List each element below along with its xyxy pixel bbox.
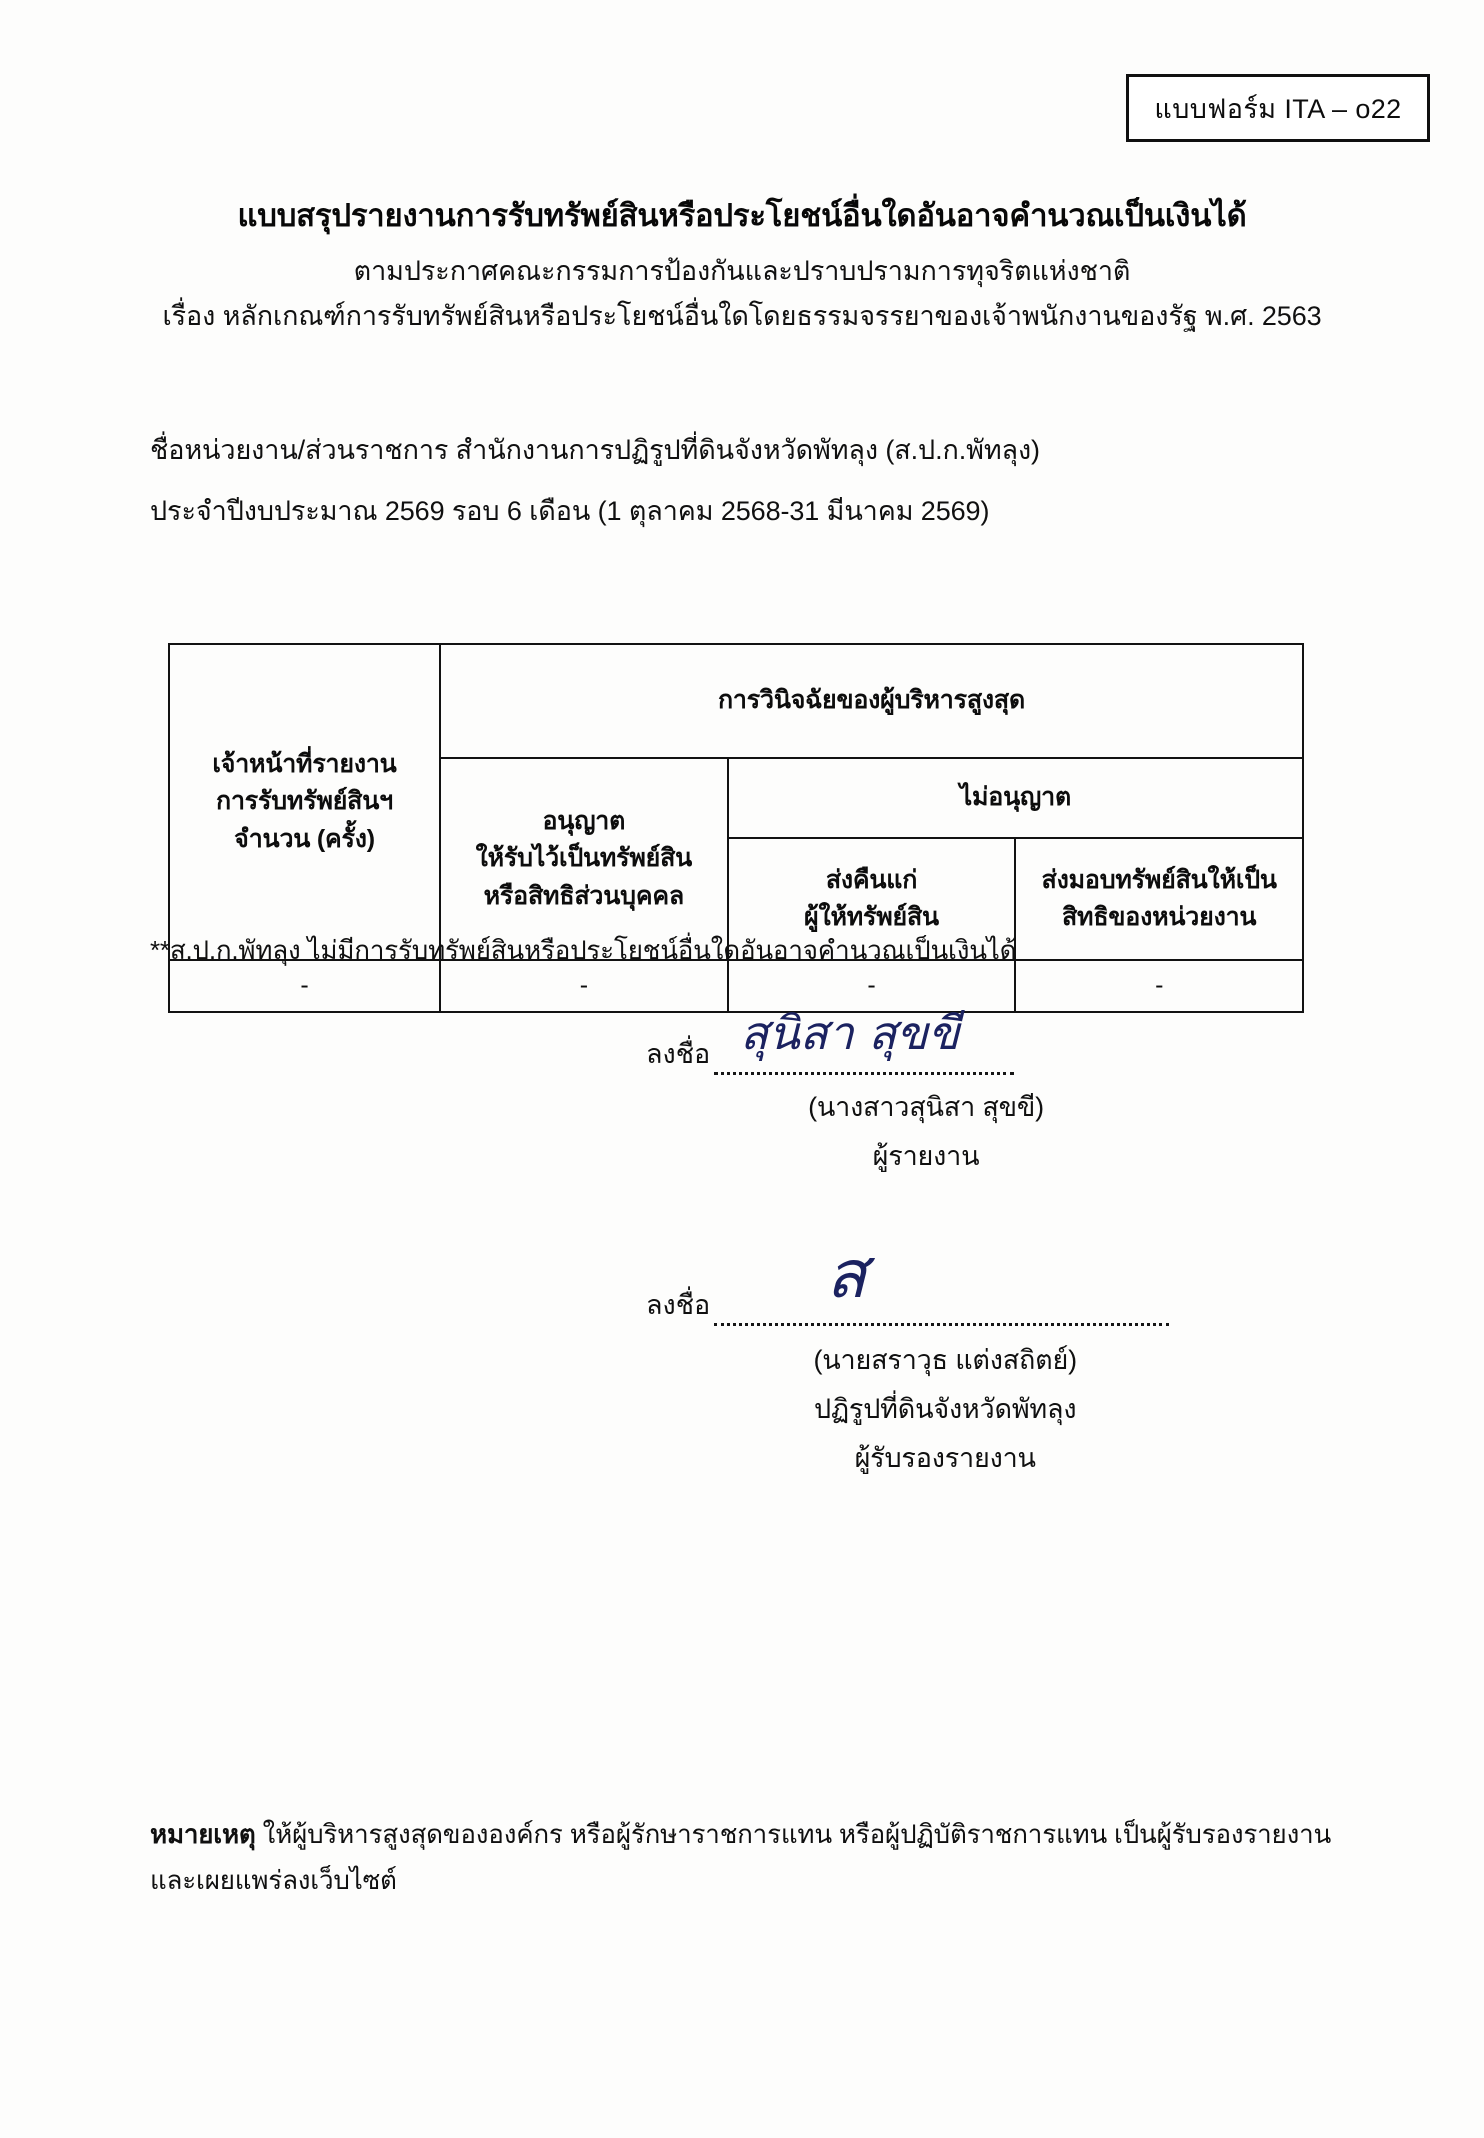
signature-name: (นายสราวุธ แต่งสถิตย์) bbox=[813, 1345, 1077, 1375]
header-cell-deny-transfer bbox=[1015, 838, 1303, 960]
header-cell-decision-group: การวินิจฉัยของผู้บริหารสูงสุด bbox=[440, 644, 1303, 758]
agency-name-line: ชื่อหน่วยงาน/ส่วนราชการ สำนักงานการปฏิรูปที่ดินจังหวัดพัทลุง (ส.ป.ก.พัทลุง) bbox=[150, 435, 1040, 465]
form-code-box bbox=[1126, 74, 1430, 142]
signature-line-row bbox=[646, 1006, 1206, 1075]
footer-note-label: หมายเหตุ bbox=[150, 1819, 256, 1849]
signature-label: ลงชื่อ bbox=[646, 1039, 711, 1069]
handwritten-signature: สุนิสา สุขขี bbox=[740, 1006, 960, 1060]
heading-block bbox=[0, 196, 1484, 334]
signature-name: (นางสาวสุนิสา สุขขี) bbox=[808, 1092, 1044, 1122]
signature-line-row bbox=[646, 1236, 1326, 1326]
signature-block-reporter bbox=[646, 1006, 1206, 1177]
header-officer-line3: จำนวน (ครั้ง) bbox=[234, 824, 375, 853]
cell-officer-count: - bbox=[169, 960, 440, 1012]
header-allow-detail-line1: ให้รับไว้เป็นทรัพย์สิน bbox=[475, 844, 693, 873]
form-code-label: แบบฟอร์ม ITA – o22 bbox=[1154, 93, 1402, 124]
signature-dotted-line bbox=[714, 1006, 1014, 1075]
header-deny-transfer-line2: สิทธิของหน่วยงาน bbox=[1062, 903, 1257, 931]
cell-deny-return-value: - bbox=[728, 960, 1016, 1012]
page-subtitle-1: ตามประกาศคณะกรรมการป้องกันและปราบปรามการทุจริตแห่งชาติ bbox=[353, 255, 1131, 286]
header-officer-line2: การรับทรัพย์สินฯ bbox=[216, 787, 393, 816]
cell-allow-value: - bbox=[440, 960, 728, 1012]
handwritten-signature: ส bbox=[826, 1236, 867, 1313]
header-deny-return-line1: ส่งคืนแก่ bbox=[825, 865, 918, 894]
header-cell-deny: ไม่อนุญาต bbox=[728, 758, 1303, 838]
table-note: **ส.ป.ก.พัทลุง ไม่มีการรับทรัพย์สินหรือประโยชน์อื่นใดอันอาจคำนวณเป็นเงินได้ bbox=[150, 935, 1017, 965]
page-title: แบบสรุปรายงานการรับทรัพย์สินหรือประโยชน์อื่นใดอันอาจคำนวณเป็นเงินได้ bbox=[237, 198, 1247, 233]
signature-dotted-line bbox=[714, 1236, 1169, 1326]
footer-note bbox=[150, 1812, 1360, 1903]
signature-label: ลงชื่อ bbox=[646, 1290, 711, 1320]
signature-role: ผู้รายงาน bbox=[872, 1141, 980, 1171]
header-cell-officer-report bbox=[169, 644, 440, 960]
signature-block-certifier bbox=[646, 1236, 1326, 1479]
page-subtitle-2: เรื่อง หลักเกณฑ์การรับทรัพย์สินหรือประโยชน์อื่นใดโดยธรรมจรรยาของเจ้าพนักงานของรัฐ พ.ศ. 2563 bbox=[162, 300, 1322, 331]
table-header-row-1 bbox=[169, 644, 1303, 758]
header-allow-detail-line2: หรือสิทธิส่วนบุคคล bbox=[483, 881, 684, 910]
header-allow-title: อนุญาต bbox=[542, 806, 626, 835]
header-deny-transfer-line1: ส่งมอบทรัพย์สินให้เป็น bbox=[1041, 865, 1277, 894]
header-deny-return-line2: ผู้ให้ทรัพย์สิน bbox=[804, 903, 939, 931]
reporting-period-line: ประจำปีงบประมาณ 2569 รอบ 6 เดือน (1 ตุลาคม 2568-31 มีนาคม 2569) bbox=[150, 496, 990, 526]
cell-deny-transfer-value: - bbox=[1015, 960, 1303, 1012]
signature-role: ผู้รับรองรายงาน bbox=[854, 1443, 1036, 1473]
footer-note-text: ให้ผู้บริหารสูงสุดขององค์กร หรือผู้รักษาราชการแทน หรือผู้ปฏิบัติราชการแทน เป็นผู้รับรองรายงานและเผยแพร่ลงเว็บไซต์ bbox=[150, 1819, 1332, 1895]
signature-position: ปฏิรูปที่ดินจังหวัดพัทลุง bbox=[814, 1394, 1077, 1424]
header-officer-line1: เจ้าหน้าที่รายงาน bbox=[212, 749, 397, 778]
